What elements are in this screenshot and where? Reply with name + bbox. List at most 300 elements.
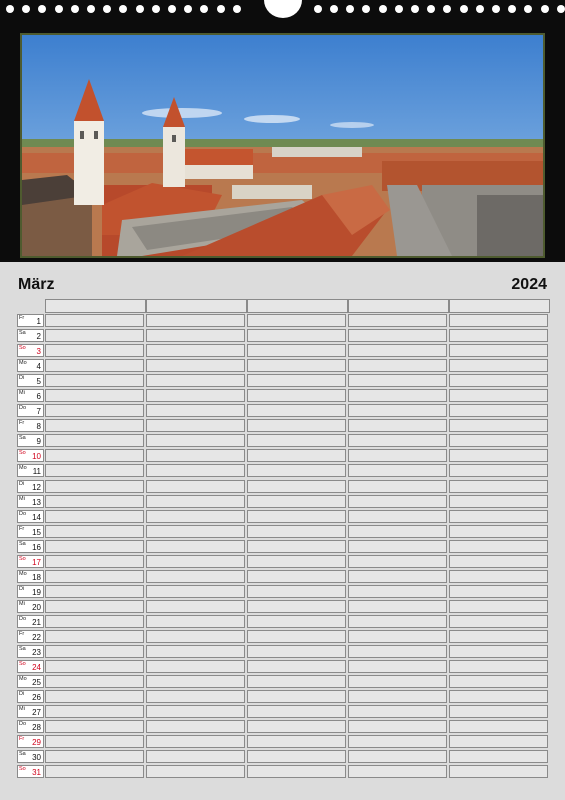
entry-cell[interactable] bbox=[45, 615, 144, 628]
entry-cell[interactable] bbox=[247, 600, 346, 613]
binding-hole bbox=[71, 5, 79, 13]
entry-cell[interactable] bbox=[348, 449, 447, 462]
day-row bbox=[17, 720, 548, 735]
entry-cell[interactable] bbox=[247, 344, 346, 357]
entry-cell[interactable] bbox=[45, 555, 144, 568]
entry-cell[interactable] bbox=[247, 540, 346, 553]
entry-cell[interactable] bbox=[247, 750, 346, 763]
day-row bbox=[17, 314, 548, 329]
entry-cell[interactable] bbox=[247, 525, 346, 538]
day-number: 30 bbox=[32, 753, 41, 763]
day-row bbox=[17, 389, 548, 404]
weekday-label: Fr bbox=[19, 315, 25, 321]
day-number: 25 bbox=[32, 678, 41, 688]
day-number: 20 bbox=[32, 602, 41, 612]
entry-cell[interactable] bbox=[45, 314, 144, 327]
entry-cell[interactable] bbox=[449, 510, 548, 523]
entry-cell[interactable] bbox=[45, 434, 144, 447]
entry-cell[interactable] bbox=[45, 344, 144, 357]
entry-cell[interactable] bbox=[348, 404, 447, 417]
day-label-cell bbox=[17, 419, 44, 432]
day-row bbox=[17, 735, 548, 750]
entry-cell[interactable] bbox=[348, 329, 447, 342]
entry-cell[interactable] bbox=[146, 645, 245, 658]
entry-cell[interactable] bbox=[247, 555, 346, 568]
binding-hole bbox=[460, 5, 468, 13]
entry-cell[interactable] bbox=[247, 314, 346, 327]
entry-cell[interactable] bbox=[45, 510, 144, 523]
weekday-label: Mo bbox=[19, 360, 27, 367]
day-number: 4 bbox=[36, 362, 41, 372]
day-row bbox=[17, 329, 548, 344]
day-label-cell bbox=[17, 720, 44, 733]
entry-cell[interactable] bbox=[247, 720, 346, 733]
entry-cell[interactable] bbox=[146, 540, 245, 553]
entry-cell[interactable] bbox=[45, 540, 144, 553]
entry-cell[interactable] bbox=[348, 615, 447, 628]
entry-cell[interactable] bbox=[449, 570, 548, 583]
entry-cell[interactable] bbox=[449, 314, 548, 327]
day-number: 17 bbox=[32, 557, 41, 567]
day-label-cell bbox=[17, 555, 44, 568]
binding-hole bbox=[330, 5, 338, 13]
day-label-cell bbox=[17, 750, 44, 763]
day-row bbox=[17, 510, 548, 525]
entry-cell[interactable] bbox=[449, 495, 548, 508]
entry-cell[interactable] bbox=[247, 645, 346, 658]
entry-cell[interactable] bbox=[45, 419, 144, 432]
column-header-row bbox=[45, 299, 548, 313]
entry-cell[interactable] bbox=[449, 359, 548, 372]
entry-cell[interactable] bbox=[247, 735, 346, 748]
column-header-cell bbox=[348, 299, 449, 313]
entry-cell[interactable] bbox=[449, 449, 548, 462]
day-label-cell bbox=[17, 630, 44, 643]
weekday-label: So bbox=[19, 555, 26, 562]
entry-cell[interactable] bbox=[45, 600, 144, 613]
entry-cell[interactable] bbox=[146, 404, 245, 417]
entry-cell[interactable] bbox=[348, 690, 447, 703]
entry-cell[interactable] bbox=[146, 585, 245, 598]
entry-cell[interactable] bbox=[348, 675, 447, 688]
entry-cell[interactable] bbox=[146, 419, 245, 432]
entry-cell[interactable] bbox=[247, 434, 346, 447]
day-label-cell bbox=[17, 495, 44, 508]
entry-cell[interactable] bbox=[449, 555, 548, 568]
entry-cell[interactable] bbox=[45, 705, 144, 718]
entry-cell[interactable] bbox=[348, 705, 447, 718]
entry-cell[interactable] bbox=[146, 525, 245, 538]
day-number: 27 bbox=[32, 708, 41, 718]
entry-cell[interactable] bbox=[146, 389, 245, 402]
entry-cell[interactable] bbox=[247, 690, 346, 703]
day-row bbox=[17, 630, 548, 645]
binding-hole bbox=[6, 5, 14, 13]
binding-hole bbox=[136, 5, 144, 13]
day-row bbox=[17, 495, 548, 510]
weekday-label: Mi bbox=[19, 495, 25, 502]
entry-cell[interactable] bbox=[146, 765, 245, 778]
entry-cell[interactable] bbox=[449, 705, 548, 718]
day-label-cell bbox=[17, 660, 44, 673]
day-label-cell bbox=[17, 480, 44, 493]
entry-cell[interactable] bbox=[449, 540, 548, 553]
entry-cell[interactable] bbox=[45, 570, 144, 583]
entry-cell[interactable] bbox=[449, 464, 548, 477]
weekday-label: Sa bbox=[19, 435, 26, 442]
binding-hole bbox=[22, 5, 30, 13]
entry-cell[interactable] bbox=[348, 314, 447, 327]
binding-hole bbox=[55, 5, 63, 13]
day-number: 15 bbox=[32, 527, 41, 537]
entry-cell[interactable] bbox=[449, 329, 548, 342]
entry-cell[interactable] bbox=[449, 344, 548, 357]
entry-cell[interactable] bbox=[45, 329, 144, 342]
weekday-label: So bbox=[19, 661, 26, 668]
binding-hole bbox=[119, 5, 127, 13]
day-label-cell bbox=[17, 735, 44, 748]
spiral-binding bbox=[0, 0, 565, 22]
day-row bbox=[17, 645, 548, 660]
day-label-cell bbox=[17, 374, 44, 387]
day-row bbox=[17, 615, 548, 630]
day-row bbox=[17, 705, 548, 720]
entry-cell[interactable] bbox=[449, 720, 548, 733]
binding-hole bbox=[233, 5, 241, 13]
day-number: 5 bbox=[36, 377, 41, 387]
entry-cell[interactable] bbox=[348, 495, 447, 508]
day-row bbox=[17, 675, 548, 690]
entry-cell[interactable] bbox=[449, 600, 548, 613]
entry-cell[interactable] bbox=[247, 329, 346, 342]
day-label-cell bbox=[17, 434, 44, 447]
entry-cell[interactable] bbox=[348, 480, 447, 493]
entry-cell[interactable] bbox=[146, 690, 245, 703]
entry-cell[interactable] bbox=[247, 404, 346, 417]
entry-cell[interactable] bbox=[146, 570, 245, 583]
entry-cell[interactable] bbox=[247, 615, 346, 628]
column-header-cell bbox=[247, 299, 348, 313]
entry-cell[interactable] bbox=[247, 675, 346, 688]
entry-cell[interactable] bbox=[146, 374, 245, 387]
entry-cell[interactable] bbox=[45, 675, 144, 688]
entry-cell[interactable] bbox=[45, 690, 144, 703]
entry-cell[interactable] bbox=[348, 389, 447, 402]
entry-cell[interactable] bbox=[449, 419, 548, 432]
entry-cell[interactable] bbox=[247, 660, 346, 673]
entry-cell[interactable] bbox=[146, 660, 245, 673]
binding-hole bbox=[314, 5, 322, 13]
day-label-cell bbox=[17, 464, 44, 477]
binding-hole bbox=[379, 5, 387, 13]
entry-cell[interactable] bbox=[348, 750, 447, 763]
day-row bbox=[17, 765, 548, 780]
day-label-cell bbox=[17, 765, 44, 778]
hanger-hole bbox=[264, 0, 302, 18]
entry-cell[interactable] bbox=[146, 329, 245, 342]
entry-cell[interactable] bbox=[449, 630, 548, 643]
binding-hole bbox=[362, 5, 370, 13]
day-label-cell bbox=[17, 615, 44, 628]
weekday-label: Fr bbox=[19, 630, 25, 637]
entry-cell[interactable] bbox=[247, 705, 346, 718]
day-number: 29 bbox=[32, 738, 41, 748]
binding-hole bbox=[443, 5, 451, 13]
entry-cell[interactable] bbox=[146, 600, 245, 613]
weekday-label: Mo bbox=[19, 676, 27, 683]
day-row bbox=[17, 660, 548, 675]
day-row bbox=[17, 600, 548, 615]
binding-hole bbox=[103, 5, 111, 13]
entry-cell[interactable] bbox=[45, 735, 144, 748]
entry-cell[interactable] bbox=[146, 510, 245, 523]
entry-cell[interactable] bbox=[247, 510, 346, 523]
day-row bbox=[17, 480, 548, 495]
entry-cell[interactable] bbox=[348, 660, 447, 673]
day-number: 19 bbox=[32, 587, 41, 597]
entry-cell[interactable] bbox=[146, 314, 245, 327]
entry-cell[interactable] bbox=[449, 480, 548, 493]
day-row bbox=[17, 359, 548, 374]
day-label-cell bbox=[17, 585, 44, 598]
weekday-label: Sa bbox=[19, 751, 26, 758]
entry-cell[interactable] bbox=[247, 480, 346, 493]
entry-cell[interactable] bbox=[45, 660, 144, 673]
entry-cell[interactable] bbox=[146, 480, 245, 493]
entry-cell[interactable] bbox=[146, 705, 245, 718]
entry-cell[interactable] bbox=[449, 389, 548, 402]
weekday-label: Do bbox=[19, 510, 27, 517]
year-title: 2024 bbox=[511, 276, 547, 293]
entry-cell[interactable] bbox=[348, 525, 447, 538]
column-header-cell bbox=[146, 299, 247, 313]
entry-cell[interactable] bbox=[247, 449, 346, 462]
entry-cell[interactable] bbox=[45, 374, 144, 387]
day-row bbox=[17, 540, 548, 555]
binding-hole bbox=[217, 5, 225, 13]
entry-cell[interactable] bbox=[146, 555, 245, 568]
entry-cell[interactable] bbox=[348, 344, 447, 357]
day-row bbox=[17, 419, 548, 434]
entry-cell[interactable] bbox=[45, 645, 144, 658]
entry-cell[interactable] bbox=[449, 434, 548, 447]
day-number: 23 bbox=[32, 648, 41, 658]
entry-cell[interactable] bbox=[45, 630, 144, 643]
entry-cell[interactable] bbox=[247, 630, 346, 643]
entry-cell[interactable] bbox=[348, 570, 447, 583]
entry-cell[interactable] bbox=[45, 495, 144, 508]
entry-cell[interactable] bbox=[348, 359, 447, 372]
day-label-cell bbox=[17, 690, 44, 703]
entry-cell[interactable] bbox=[348, 630, 447, 643]
entry-cell[interactable] bbox=[348, 434, 447, 447]
day-number: 8 bbox=[36, 422, 41, 432]
entry-cell[interactable] bbox=[348, 540, 447, 553]
weekday-label: Do bbox=[19, 405, 27, 412]
entry-cell[interactable] bbox=[348, 720, 447, 733]
entry-cell[interactable] bbox=[449, 690, 548, 703]
day-number: 16 bbox=[32, 542, 41, 552]
entry-cell[interactable] bbox=[247, 464, 346, 477]
day-label-cell bbox=[17, 314, 44, 327]
entry-cell[interactable] bbox=[449, 585, 548, 598]
entry-cell[interactable] bbox=[45, 359, 144, 372]
day-label-cell bbox=[17, 525, 44, 538]
day-number: 7 bbox=[36, 407, 41, 417]
entry-cell[interactable] bbox=[247, 389, 346, 402]
weekday-label: Sa bbox=[19, 540, 26, 547]
day-row bbox=[17, 525, 548, 540]
entry-cell[interactable] bbox=[449, 675, 548, 688]
entry-cell[interactable] bbox=[45, 720, 144, 733]
binding-hole bbox=[346, 5, 354, 13]
entry-cell[interactable] bbox=[247, 765, 346, 778]
day-label-cell bbox=[17, 389, 44, 402]
entry-cell[interactable] bbox=[146, 735, 245, 748]
weekday-label: So bbox=[19, 450, 26, 457]
entry-cell[interactable] bbox=[146, 720, 245, 733]
entry-cell[interactable] bbox=[449, 404, 548, 417]
entry-cell[interactable] bbox=[247, 570, 346, 583]
entry-cell[interactable] bbox=[146, 615, 245, 628]
binding-hole bbox=[492, 5, 500, 13]
day-label-cell bbox=[17, 645, 44, 658]
weekday-label: Sa bbox=[19, 646, 26, 653]
day-label-cell bbox=[17, 359, 44, 372]
binding-hole bbox=[184, 5, 192, 13]
day-number: 9 bbox=[36, 437, 41, 447]
day-row bbox=[17, 690, 548, 705]
entry-cell[interactable] bbox=[45, 389, 144, 402]
weekday-label: Do bbox=[19, 721, 27, 728]
binding-hole bbox=[152, 5, 160, 13]
day-number: 26 bbox=[32, 693, 41, 703]
day-number: 21 bbox=[32, 617, 41, 627]
day-label-cell bbox=[17, 510, 44, 523]
entry-cell[interactable] bbox=[348, 735, 447, 748]
entry-cell[interactable] bbox=[45, 480, 144, 493]
entry-cell[interactable] bbox=[146, 464, 245, 477]
entry-cell[interactable] bbox=[348, 765, 447, 778]
entry-cell[interactable] bbox=[449, 750, 548, 763]
entry-cell[interactable] bbox=[146, 359, 245, 372]
binding-hole bbox=[38, 5, 46, 13]
entry-cell[interactable] bbox=[45, 525, 144, 538]
entry-cell[interactable] bbox=[247, 585, 346, 598]
day-number: 18 bbox=[32, 572, 41, 582]
entry-cell[interactable] bbox=[449, 525, 548, 538]
day-row bbox=[17, 555, 548, 570]
entry-cell[interactable] bbox=[146, 675, 245, 688]
day-row bbox=[17, 404, 548, 419]
entry-cell[interactable] bbox=[449, 660, 548, 673]
entry-cell[interactable] bbox=[348, 419, 447, 432]
entry-cell[interactable] bbox=[449, 615, 548, 628]
day-number: 11 bbox=[32, 467, 41, 477]
binding-hole bbox=[411, 5, 419, 13]
binding-hole bbox=[524, 5, 532, 13]
weekday-label: So bbox=[19, 766, 26, 773]
day-number: 6 bbox=[36, 392, 41, 402]
weekday-label: Mi bbox=[19, 600, 25, 607]
entry-cell[interactable] bbox=[449, 765, 548, 778]
entry-cell[interactable] bbox=[247, 419, 346, 432]
entry-cell[interactable] bbox=[146, 449, 245, 462]
binding-hole bbox=[508, 5, 516, 13]
entry-cell[interactable] bbox=[348, 645, 447, 658]
weekday-label: Mo bbox=[19, 465, 27, 472]
entry-cell[interactable] bbox=[247, 359, 346, 372]
entry-cell[interactable] bbox=[348, 374, 447, 387]
day-number: 13 bbox=[32, 497, 41, 507]
day-number: 1 bbox=[36, 317, 41, 326]
binding-hole bbox=[87, 5, 95, 13]
day-label-cell bbox=[17, 600, 44, 613]
binding-hole bbox=[557, 5, 565, 13]
weekday-label: Fr bbox=[19, 736, 25, 743]
entry-cell[interactable] bbox=[45, 449, 144, 462]
binding-hole bbox=[476, 5, 484, 13]
entry-cell[interactable] bbox=[348, 555, 447, 568]
entry-cell[interactable] bbox=[146, 630, 245, 643]
entry-cell[interactable] bbox=[45, 585, 144, 598]
day-row bbox=[17, 449, 548, 464]
weekday-label: Mi bbox=[19, 706, 25, 713]
day-label-cell bbox=[17, 329, 44, 342]
entry-cell[interactable] bbox=[146, 495, 245, 508]
entry-cell[interactable] bbox=[45, 750, 144, 763]
entry-cell[interactable] bbox=[146, 344, 245, 357]
day-number: 2 bbox=[36, 332, 41, 342]
column-header-cell bbox=[449, 299, 550, 313]
day-number: 28 bbox=[32, 723, 41, 733]
day-number: 31 bbox=[32, 768, 41, 778]
entry-cell[interactable] bbox=[348, 585, 447, 598]
entry-cell[interactable] bbox=[348, 600, 447, 613]
weekday-label: Do bbox=[19, 615, 27, 622]
entry-cell[interactable] bbox=[146, 750, 245, 763]
entry-cell[interactable] bbox=[348, 464, 447, 477]
day-row bbox=[17, 374, 548, 389]
entry-cell[interactable] bbox=[45, 404, 144, 417]
entry-cell[interactable] bbox=[348, 510, 447, 523]
day-number: 10 bbox=[32, 452, 41, 462]
entry-cell[interactable] bbox=[449, 735, 548, 748]
day-row bbox=[17, 570, 548, 585]
entry-cell[interactable] bbox=[449, 645, 548, 658]
weekday-label: Fr bbox=[19, 525, 25, 532]
entry-cell[interactable] bbox=[247, 374, 346, 387]
entry-cell[interactable] bbox=[45, 464, 144, 477]
day-row bbox=[17, 434, 548, 449]
weekday-label: Di bbox=[19, 480, 25, 487]
day-rows bbox=[17, 314, 548, 780]
day-label-cell bbox=[17, 675, 44, 688]
entry-cell[interactable] bbox=[45, 765, 144, 778]
day-number: 22 bbox=[32, 632, 41, 642]
entry-cell[interactable] bbox=[247, 495, 346, 508]
entry-cell[interactable] bbox=[146, 434, 245, 447]
calendar-photo bbox=[20, 33, 545, 258]
day-label-cell bbox=[17, 570, 44, 583]
day-label-cell bbox=[17, 449, 44, 462]
column-header-cell bbox=[45, 299, 146, 313]
day-row bbox=[17, 750, 548, 765]
binding-hole bbox=[541, 5, 549, 13]
entry-cell[interactable] bbox=[449, 374, 548, 387]
binding-hole bbox=[200, 5, 208, 13]
weekday-label: Mo bbox=[19, 570, 27, 577]
